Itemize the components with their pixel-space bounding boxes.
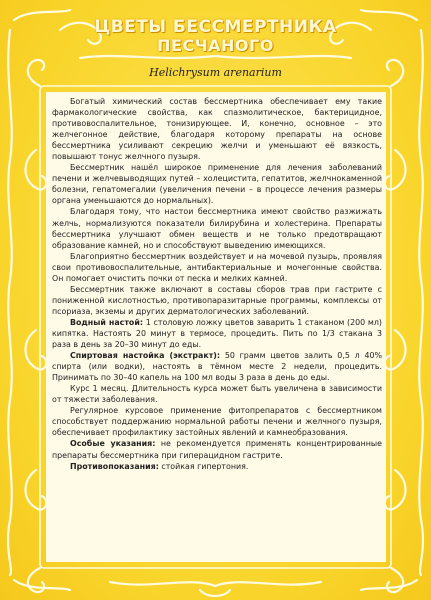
paragraph: Регулярное курсовое применение фитопрепаратов с бессмертником способствует поддержанию нормальной работы печени и желчного пузыря, обеспечивает профилактику застойных явлений и камнеобразования.: [52, 406, 382, 438]
paragraph: Благодаря тому, что настои бессмертника имеют свойство разжижать желчь, нормализуются показатели билирубина и холестерина. Препараты бессмертника улучшают обмен веществ и не только предотвращают образование камней, но и способствуют выведению имеющихся.: [52, 207, 382, 250]
special-instructions-label: Особые указания:: [70, 439, 156, 449]
description-text: [52, 96, 382, 472]
paragraph: Бессмертник нашёл широкое применение для лечения заболеваний печени и желчевыводящих путей – холецистита, гепатитов, желчнокаменной болезни, гепатомегалии (увеличения печени – в процессе лечения размеры органа уменьшаются до нормальных).: [52, 163, 382, 206]
contraindications-label: Противопоказания:: [70, 461, 159, 471]
special-instructions-paragraph: Особые указания: не рекомендуется применять концентрированные препараты бессмертника при гиперацидном гастрите.: [52, 439, 382, 460]
paragraph: Богатый химический состав бессмертника обеспечивает ему такие фармакологические свойства, как спазмолитическое, бактерицидное, противовоспалительное, тонизирующее. И, конечно, основное – это желчегонное действие, благодаря которому препараты на основе бессмертника усиливают секрецию желчи и уменьшают её вязкость, повышают тонус желчного пузыря.: [52, 97, 382, 162]
alcohol-tincture-paragraph: Спиртовая настойка (экстракт): 50 грамм цветов залить 0,5 л 40% спирта (или водки), настоять в тёмном месте 2 недели, процедить. Принимать по 30–40 капель на 100 мл воды 3 раза в день до еды.: [52, 351, 382, 383]
paragraph: Курс 1 месяц. Длительность курса может быть увеличена в зависимости от тяжести заболевания.: [52, 384, 382, 405]
latin-name: Helichrysum arenarium: [149, 66, 282, 79]
alcohol-tincture-label: Спиртовая настойка (экстракт):: [70, 351, 221, 361]
product-title-line2: ПЕСЧАНОГО: [157, 36, 274, 55]
paragraph: Бессмертник также включают в составы сборов трав при гастрите с пониженной кислотностью, противопаразитарные программы, комплексы от псориаза, экземы и других дерматологических заболеваний.: [52, 284, 382, 316]
water-infusion-label: Водный настой:: [70, 317, 144, 327]
paragraph: Благоприятно бессмертник воздействует и на мочевой пузырь, проявляя свои противовоспалительные, антибактериальные и мочегонные свойства. Он помогает очистить почки от песка и мелких камней.: [52, 251, 382, 283]
contraindications-paragraph: Противопоказания: стойкая гипертония.: [70, 461, 249, 471]
water-infusion-paragraph: Водный настой: 1 столовую ложку цветов заварить 1 стаканом (200 мл) кипятка. Настоять 20 минут в термосе, процедить. Пить по 1/3 стакана 3 раза в день за 20–30 минут до еды.: [52, 317, 382, 350]
product-title-line1: ЦВЕТЫ БЕССМЕРТНИКА: [94, 17, 337, 37]
